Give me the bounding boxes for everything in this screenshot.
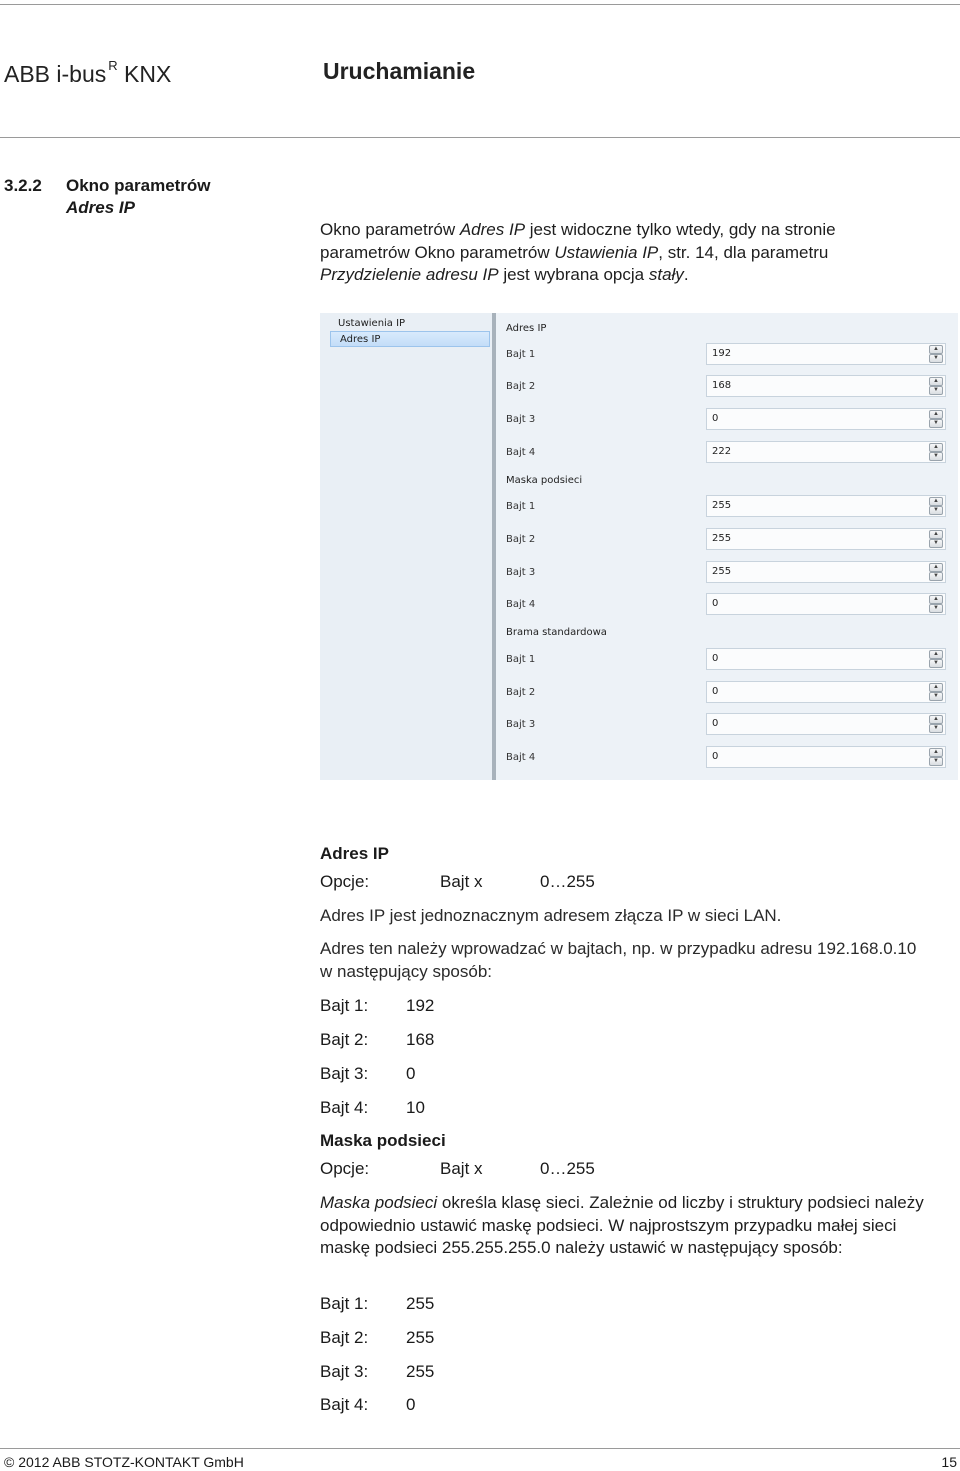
adres-byte-key: Bajt 4: xyxy=(320,1098,369,1117)
param-label: Bajt 2 xyxy=(506,687,536,698)
param-value-input[interactable] xyxy=(706,375,946,397)
adres-ip-options-range: 0…255 xyxy=(540,872,595,891)
adres-byte-key: Bajt 3: xyxy=(320,1064,369,1083)
page-number: 15 xyxy=(941,1454,957,1470)
section-number: 3.2.2 xyxy=(4,176,42,195)
spin-up-icon[interactable]: ▲ xyxy=(929,715,943,724)
spin-control xyxy=(929,650,943,668)
parameter-list xyxy=(496,313,958,780)
param-value-input[interactable] xyxy=(706,343,946,365)
spin-down-icon[interactable]: ▼ xyxy=(929,506,943,515)
registered-mark: R xyxy=(108,58,118,73)
maska-byte-value: 255 xyxy=(406,1328,435,1347)
adres-byte-key: Bajt 1: xyxy=(320,996,369,1015)
param-value-input[interactable] xyxy=(706,495,946,517)
param-value: 255 xyxy=(712,566,732,577)
param-value: 255 xyxy=(712,500,732,511)
spin-control xyxy=(929,595,943,613)
spin-down-icon[interactable]: ▼ xyxy=(929,572,943,581)
spin-down-icon[interactable]: ▼ xyxy=(929,724,943,733)
param-label: Bajt 4 xyxy=(506,752,536,763)
maska-byte-value: 255 xyxy=(406,1294,435,1313)
param-value: 0 xyxy=(712,751,719,762)
spin-control xyxy=(929,345,943,363)
param-value-input[interactable] xyxy=(706,681,946,703)
spin-control xyxy=(929,563,943,581)
param-value: 0 xyxy=(712,686,719,697)
param-label: Bajt 2 xyxy=(506,534,536,545)
brand-name: ABB i-bus xyxy=(4,61,107,87)
param-value-input[interactable] xyxy=(706,528,946,550)
adres-byte-value: 168 xyxy=(406,1030,435,1049)
spin-up-icon[interactable]: ▲ xyxy=(929,748,943,757)
maska-byte-key: Bajt 3: xyxy=(320,1362,369,1381)
spin-up-icon[interactable]: ▲ xyxy=(929,497,943,506)
param-value: 168 xyxy=(712,380,732,391)
maska-heading: Maska podsieci xyxy=(320,1131,446,1150)
spin-control xyxy=(929,715,943,733)
section-title: Okno parametrów xyxy=(66,176,211,195)
adres-ip-paragraph-1: Adres IP jest jednoznacznym adresem złącza IP w sieci LAN. xyxy=(320,906,782,925)
param-value-input[interactable] xyxy=(706,408,946,430)
spin-down-icon[interactable]: ▼ xyxy=(929,659,943,668)
param-label: Bajt 4 xyxy=(506,599,536,610)
group-label-maska-podsieci: Maska podsieci xyxy=(506,475,583,486)
intro-term: stały xyxy=(648,265,684,284)
intro-text: jest widoczne tylko wtedy, gdy na stronie parametrów Okno parametrów xyxy=(320,220,836,262)
param-value: 0 xyxy=(712,598,719,609)
spin-control xyxy=(929,497,943,515)
spin-down-icon[interactable]: ▼ xyxy=(929,386,943,395)
section-subtitle: Adres IP xyxy=(66,198,135,217)
adres-byte-value: 10 xyxy=(406,1098,425,1117)
adres-ip-options-value: Bajt x xyxy=(440,872,483,891)
param-label: Bajt 1 xyxy=(506,349,536,360)
spin-up-icon[interactable]: ▲ xyxy=(929,377,943,386)
maska-text: określa klasę sieci. Zależnie od liczby i struktury podsieci należy odpowiednio ustawić maskę podsieci. W najprostszym przypadku małej sieci maskę podsieci 255.255.255.0 należy ustawić w następujący sposób: xyxy=(320,1193,924,1257)
brand-suffix: KNX xyxy=(124,61,172,87)
intro-term: Ustawienia IP xyxy=(554,242,659,262)
intro-paragraph xyxy=(320,219,920,287)
adres-byte-key: Bajt 2: xyxy=(320,1030,369,1049)
adres-byte-value: 0 xyxy=(406,1064,416,1083)
spin-up-icon[interactable]: ▲ xyxy=(929,410,943,419)
param-value-input[interactable] xyxy=(706,561,946,583)
maska-byte-key: Bajt 4: xyxy=(320,1395,369,1414)
group-label-brama-standardowa: Brama standardowa xyxy=(506,627,607,638)
tree-item-adres-ip[interactable]: Adres IP xyxy=(330,331,490,347)
maska-options-range: 0…255 xyxy=(540,1159,595,1178)
spin-control xyxy=(929,748,943,766)
maska-byte-key: Bajt 1: xyxy=(320,1294,369,1313)
intro-term: Przydzielenie adresu IP xyxy=(320,265,499,284)
intro-text: , str. 14, dla parametru xyxy=(658,242,829,262)
page-title: Uruchamianie xyxy=(323,58,476,84)
param-label: Bajt 4 xyxy=(506,447,536,458)
param-value-input[interactable] xyxy=(706,441,946,463)
param-value: 255 xyxy=(712,533,732,544)
param-value: 0 xyxy=(712,413,719,424)
spin-down-icon[interactable]: ▼ xyxy=(929,354,943,363)
spin-down-icon[interactable]: ▼ xyxy=(929,452,943,461)
spin-control xyxy=(929,683,943,701)
spin-up-icon[interactable]: ▲ xyxy=(929,563,943,572)
param-value-input[interactable] xyxy=(706,593,946,615)
param-label: Bajt 3 xyxy=(506,414,536,425)
maska-options-value: Bajt x xyxy=(440,1159,483,1178)
maska-options-label: Opcje: xyxy=(320,1159,370,1178)
spin-down-icon[interactable]: ▼ xyxy=(929,539,943,548)
parameter-tree xyxy=(320,313,492,780)
param-value-input[interactable] xyxy=(706,648,946,670)
maska-byte-value: 255 xyxy=(406,1362,435,1381)
spin-down-icon[interactable]: ▼ xyxy=(929,419,943,428)
adres-ip-heading: Adres IP xyxy=(320,844,389,863)
header-rule xyxy=(0,137,960,138)
adres-ip-options-label: Opcje: xyxy=(320,872,370,891)
spin-control xyxy=(929,410,943,428)
intro-text: jest wybrana opcja xyxy=(498,265,649,284)
footer-copyright: © 2012 ABB STOTZ-KONTAKT GmbH xyxy=(4,1454,244,1470)
spin-control xyxy=(929,530,943,548)
spin-control xyxy=(929,443,943,461)
spin-up-icon[interactable]: ▲ xyxy=(929,650,943,659)
param-value-input[interactable] xyxy=(706,713,946,735)
param-label: Bajt 3 xyxy=(506,567,536,578)
spin-down-icon[interactable]: ▼ xyxy=(929,604,943,613)
maska-paragraph xyxy=(320,1192,930,1260)
footer-rule xyxy=(0,1448,960,1449)
maska-byte-value: 0 xyxy=(406,1395,416,1414)
param-label: Bajt 2 xyxy=(506,381,536,392)
intro-term: Adres IP xyxy=(459,220,526,239)
adres-ip-paragraph-2: Adres ten należy wprowadzać w bajtach, np. w przypadku adresu 192.168.0.10 w następujący sposób: xyxy=(320,939,917,981)
spin-up-icon[interactable]: ▲ xyxy=(929,530,943,539)
spin-up-icon[interactable]: ▲ xyxy=(929,595,943,604)
param-value: 0 xyxy=(712,718,719,729)
maska-term: Maska podsieci xyxy=(320,1193,438,1212)
param-label: Bajt 1 xyxy=(506,501,536,512)
param-value: 222 xyxy=(712,446,732,457)
header-brand xyxy=(4,58,171,88)
spin-up-icon[interactable]: ▲ xyxy=(929,443,943,452)
adres-byte-value: 192 xyxy=(406,996,435,1015)
top-rule xyxy=(0,4,960,5)
param-value-input[interactable] xyxy=(706,746,946,768)
param-label: Bajt 1 xyxy=(506,654,536,665)
parameter-window-screenshot xyxy=(320,313,958,780)
spin-down-icon[interactable]: ▼ xyxy=(929,692,943,701)
param-label: Bajt 3 xyxy=(506,719,536,730)
spin-up-icon[interactable]: ▲ xyxy=(929,345,943,354)
param-value: 192 xyxy=(712,348,732,359)
intro-text: Okno parametrów xyxy=(320,220,460,239)
tree-item-ustawienia-ip[interactable]: Ustawienia IP xyxy=(338,318,406,329)
group-label-adres-ip: Adres IP xyxy=(506,323,547,334)
maska-byte-key: Bajt 2: xyxy=(320,1328,369,1347)
intro-text: . xyxy=(683,265,689,284)
spin-control xyxy=(929,377,943,395)
param-value: 0 xyxy=(712,653,719,664)
spin-down-icon[interactable]: ▼ xyxy=(929,757,943,766)
spin-up-icon[interactable]: ▲ xyxy=(929,683,943,692)
